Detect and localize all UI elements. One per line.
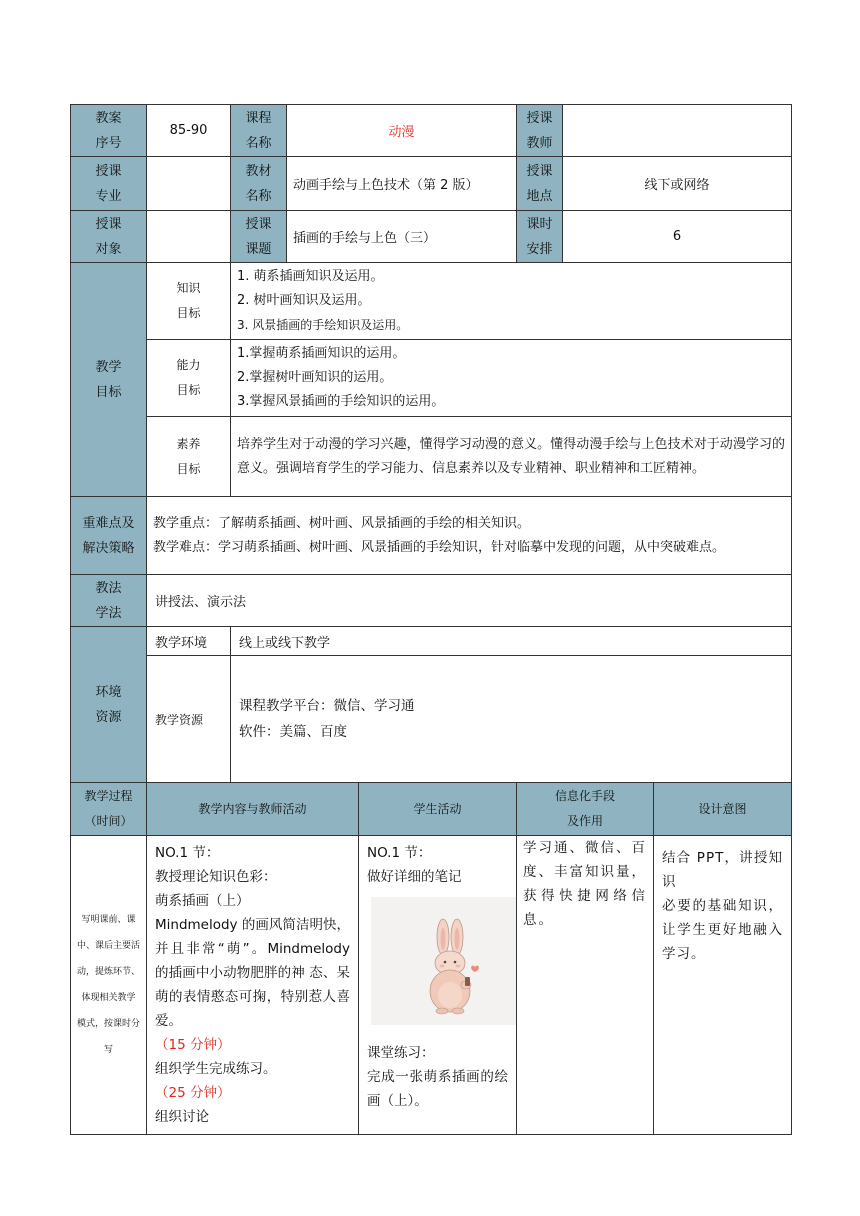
- res-value: [231, 656, 792, 783]
- knowledge-objective-label: 知识 目标: [147, 263, 231, 340]
- student-activity: [359, 836, 517, 1135]
- keypoints-label: 重难点及 解决策略: [71, 497, 147, 575]
- student-line: 课堂练习：: [367, 1045, 435, 1061]
- hours-value: 6: [563, 211, 792, 263]
- teacher-line: 组织讨论: [155, 1109, 209, 1125]
- teacher-value: [563, 105, 792, 157]
- course-label: 课程 名称: [231, 105, 287, 157]
- bunny-illustration: [371, 897, 517, 1025]
- duration-15: （15 分钟）: [155, 1037, 231, 1053]
- list-item: 1.掌握萌系插画知识的运用。: [237, 346, 406, 361]
- list-item: 2. 树叶画知识及运用。: [237, 293, 371, 308]
- teacher-line: 组织学生完成练习。: [155, 1061, 277, 1077]
- list-item: 1. 萌系插画知识及运用。: [237, 269, 384, 284]
- major-label: 授课 专业: [71, 157, 147, 211]
- topic-label: 授课 课题: [231, 211, 287, 263]
- row-topic-info: [71, 211, 792, 263]
- row-lesson-info: [71, 105, 792, 157]
- topic-value: 插画的手绘与上色（三）: [287, 211, 517, 263]
- ability-objective-list: [231, 340, 792, 417]
- literacy-objective-label: 素养 目标: [147, 417, 231, 497]
- bunny-illustration-icon: [371, 897, 517, 1025]
- ability-objective-label: 能力 目标: [147, 340, 231, 417]
- textbook-label: 教材 名称: [231, 157, 287, 211]
- row-methods: [71, 575, 792, 627]
- knowledge-objective-list: [231, 263, 792, 340]
- teacher-activity: [147, 836, 359, 1135]
- student-section: NO.1 节：: [367, 845, 432, 861]
- teacher-description: Mindmelody 的画风简洁明快，并且非常“萌”。Mindmelody 的插画中小动物肥胖的神 态、呆萌的表情憨态可掬，特别惹人喜爱。: [155, 917, 350, 1029]
- lesson-no-value: 85-90: [147, 105, 231, 157]
- course-name: 动漫: [287, 105, 517, 157]
- env-value: 线上或线下教学: [231, 627, 792, 656]
- env-label: 教学环境: [147, 627, 231, 656]
- process-content-header: 教学内容与教师活动: [147, 783, 359, 836]
- row-process-header: [71, 783, 792, 836]
- environment-label: 环境 资源: [71, 627, 147, 783]
- audience-label: 授课 对象: [71, 211, 147, 263]
- row-resources: [71, 656, 792, 783]
- teacher-label: 授课 教师: [517, 105, 563, 157]
- major-value: [147, 157, 231, 211]
- lesson-plan-table: [70, 104, 792, 1135]
- methods-label: 教法 学法: [71, 575, 147, 627]
- info-means: 学习通、微信、百度、丰富知识量，获得快捷网络信息。: [517, 836, 654, 1135]
- list-item: 3.掌握风景插画的手绘知识的运用。: [237, 394, 445, 409]
- student-line: 做好详细的笔记: [367, 869, 462, 885]
- process-info-header: 信息化手段 及作用: [517, 783, 654, 836]
- lesson-no-label: 教案 序号: [71, 105, 147, 157]
- row-literacy-objective: [71, 417, 792, 497]
- location-label: 授课 地点: [517, 157, 563, 211]
- objectives-label: 教学 目标: [71, 263, 147, 497]
- location-value: 线下或网络: [563, 157, 792, 211]
- audience-value: [147, 211, 231, 263]
- teacher-line: 萌系插画（上）: [155, 893, 250, 909]
- teacher-section: NO.1 节：: [155, 845, 220, 861]
- row-environment: [71, 627, 792, 656]
- student-line: 完成一张萌系插画的绘画（上）。: [367, 1069, 509, 1109]
- row-keypoints: [71, 497, 792, 575]
- process-time-header: 教学过程 （时间）: [71, 783, 147, 836]
- process-time-note: 写明课前、课 中、课后主要活 动，提炼环节、 体现相关教学 模式，按课时分 写: [71, 836, 147, 1135]
- row-ability-objective: [71, 340, 792, 417]
- process-design-header: 设计意图: [654, 783, 792, 836]
- list-item: 2.掌握树叶画知识的运用。: [237, 370, 393, 385]
- duration-25: （25 分钟）: [155, 1085, 231, 1101]
- teacher-line: 教授理论知识色彩：: [155, 869, 277, 885]
- res-software: 软件：美篇、百度: [239, 724, 347, 740]
- res-label: 教学资源: [147, 656, 231, 783]
- row-knowledge-objective: [71, 263, 792, 340]
- design-line: 结合 PPT，讲授知识: [662, 850, 784, 890]
- keypoints-content: [147, 497, 792, 575]
- textbook-value: 动画手绘与上色技术（第 2 版）: [287, 157, 517, 211]
- design-line: 必要的基础知识，让学生更好地融入学习。: [662, 898, 784, 962]
- row-course-info: [71, 157, 792, 211]
- design-intent: [654, 836, 792, 1135]
- res-platform: 课程教学平台：微信、学习通: [239, 698, 415, 714]
- hours-label: 课时 安排: [517, 211, 563, 263]
- process-student-header: 学生活动: [359, 783, 517, 836]
- methods-value: 讲授法、演示法: [147, 575, 792, 627]
- difficulty-text: 教学难点：学习萌系插画、树叶画、风景插画的手绘知识，针对临摹中发现的问题，从中突破难点。: [153, 539, 726, 555]
- row-process-content: [71, 836, 792, 1135]
- list-item: 3. 风景插画的手绘知识及运用。: [237, 318, 409, 332]
- literacy-objective-text: 培养学生对于动漫的学习兴趣，懂得学习动漫的意义。懂得动漫手绘与上色技术对于动漫学习的意义。强调培育学生的学习能力、信息素养以及专业精神、职业精神和工匠精神。: [231, 417, 792, 497]
- key-point-text: 教学重点：了解萌系插画、树叶画、风景插画的手绘的相关知识。: [153, 515, 531, 531]
